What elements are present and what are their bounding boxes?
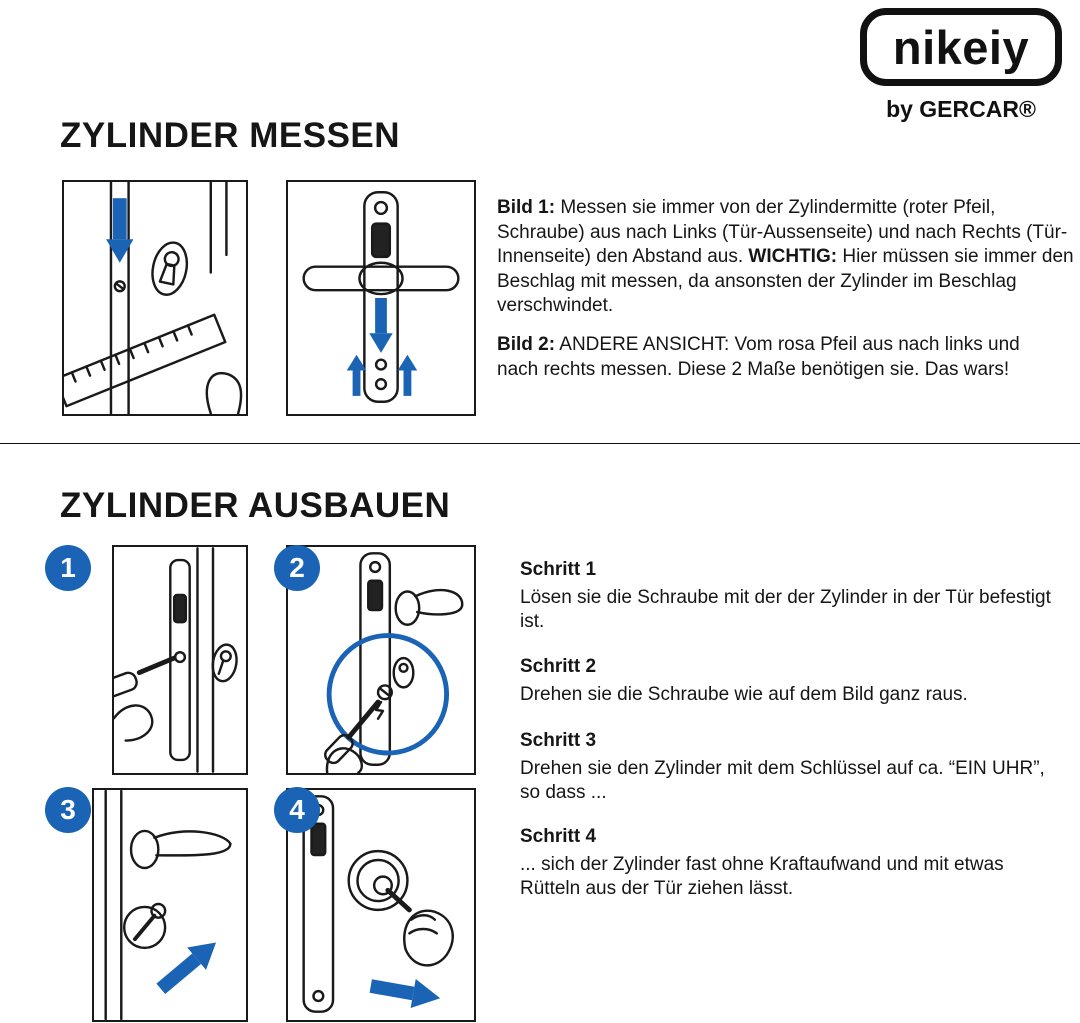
door-handle-icon xyxy=(396,590,463,625)
step-3-text-block xyxy=(520,729,1068,806)
door-handle-icon xyxy=(131,831,230,868)
lock-faceplate-drawing xyxy=(288,182,474,414)
bild1-text-2: Hier müssen sie immer den Beschlag mit messen, da ansonsten der Zylinder im Beschlag verschwindet. xyxy=(497,246,1074,316)
step-4-text-block xyxy=(520,825,1068,902)
hand-icon xyxy=(114,705,152,740)
section-title-ausbauen: ZYLINDER AUSBAUEN xyxy=(60,486,451,525)
hand-icon xyxy=(327,748,362,772)
unscrew-cylinder-drawing xyxy=(114,547,246,773)
screwdriver-icon xyxy=(114,658,174,698)
door-cylinder-measure-drawing xyxy=(64,182,246,414)
keyhole-icon xyxy=(210,643,239,683)
key-in-rosette-icon xyxy=(124,904,165,948)
brand-logo xyxy=(860,8,1062,86)
door-handle-icon xyxy=(304,263,459,294)
pull-cylinder-drawing xyxy=(288,790,474,1020)
step-1-description: Lösen sie die Schraube mit der der Zylinder in der Tür befestigt ist. xyxy=(520,586,1051,632)
brand-name: nikeiy xyxy=(892,20,1030,74)
hand-icon xyxy=(404,911,452,966)
step-3-badge: 3 xyxy=(45,787,91,833)
step-3-description: Drehen sie den Zylinder mit dem Schlüssel auf ca. “EIN UHR”, so dass ... xyxy=(520,757,1045,803)
step-2-text-block xyxy=(520,655,1068,707)
step-4-description: ... sich der Zylinder fast ohne Kraftaufwand und mit etwas Rütteln aus der Tür ziehen lässt. xyxy=(520,853,1004,899)
bild2-label: Bild 2: xyxy=(497,334,556,355)
illustration-step-1 xyxy=(112,545,248,775)
section-divider xyxy=(0,443,1080,444)
illustration-bild-1 xyxy=(62,180,248,416)
step-1-text-block xyxy=(520,558,1068,635)
bild1-label: Bild 1: xyxy=(497,197,556,218)
blue-arrow-down-icon xyxy=(369,298,392,353)
step-4-label: Schritt 4 xyxy=(520,826,597,847)
step-4-badge: 4 xyxy=(274,787,320,833)
illustration-step-3 xyxy=(92,788,248,1022)
section-title-messen: ZYLINDER MESSEN xyxy=(60,116,401,155)
ruler-icon xyxy=(64,315,225,406)
step-2-badge: 2 xyxy=(274,545,320,591)
wichtig-label: WICHTIG: xyxy=(748,246,838,267)
bild2-text: ANDERE ANSICHT: Vom rosa Pfeil aus nach links und nach rechts messen. Diese 2 Maße benötigen sie. Das wars! xyxy=(497,334,1020,380)
blue-arrow-up-right-icon xyxy=(151,931,225,1000)
step-2-label: Schritt 2 xyxy=(520,656,597,677)
rosette-cylinder-icon xyxy=(349,851,410,910)
step-2-description: Drehen sie die Schraube wie auf dem Bild ganz raus. xyxy=(520,683,968,705)
blue-arrow-right-icon xyxy=(368,972,443,1013)
keyhole-icon xyxy=(148,239,192,298)
step-1-label: Schritt 1 xyxy=(520,559,597,580)
illustration-bild-2 xyxy=(286,180,476,416)
turn-key-drawing xyxy=(94,790,246,1020)
step-3-label: Schritt 3 xyxy=(520,730,597,751)
bild1-text-1: Messen sie immer von der Zylindermitte (roter Pfeil, Schraube) aus nach Links (Tür-Aussenseite) und nach Rechts (Tür-Innenseite) den Abstand aus. xyxy=(497,197,1068,267)
hand-icon xyxy=(207,373,241,413)
step-1-badge: 1 xyxy=(45,545,91,591)
bild2-paragraph xyxy=(497,333,1057,382)
brand-byline: by GERCAR® xyxy=(886,96,1036,122)
bild1-paragraph xyxy=(497,196,1075,319)
blue-arrow-up-icon xyxy=(398,355,418,396)
